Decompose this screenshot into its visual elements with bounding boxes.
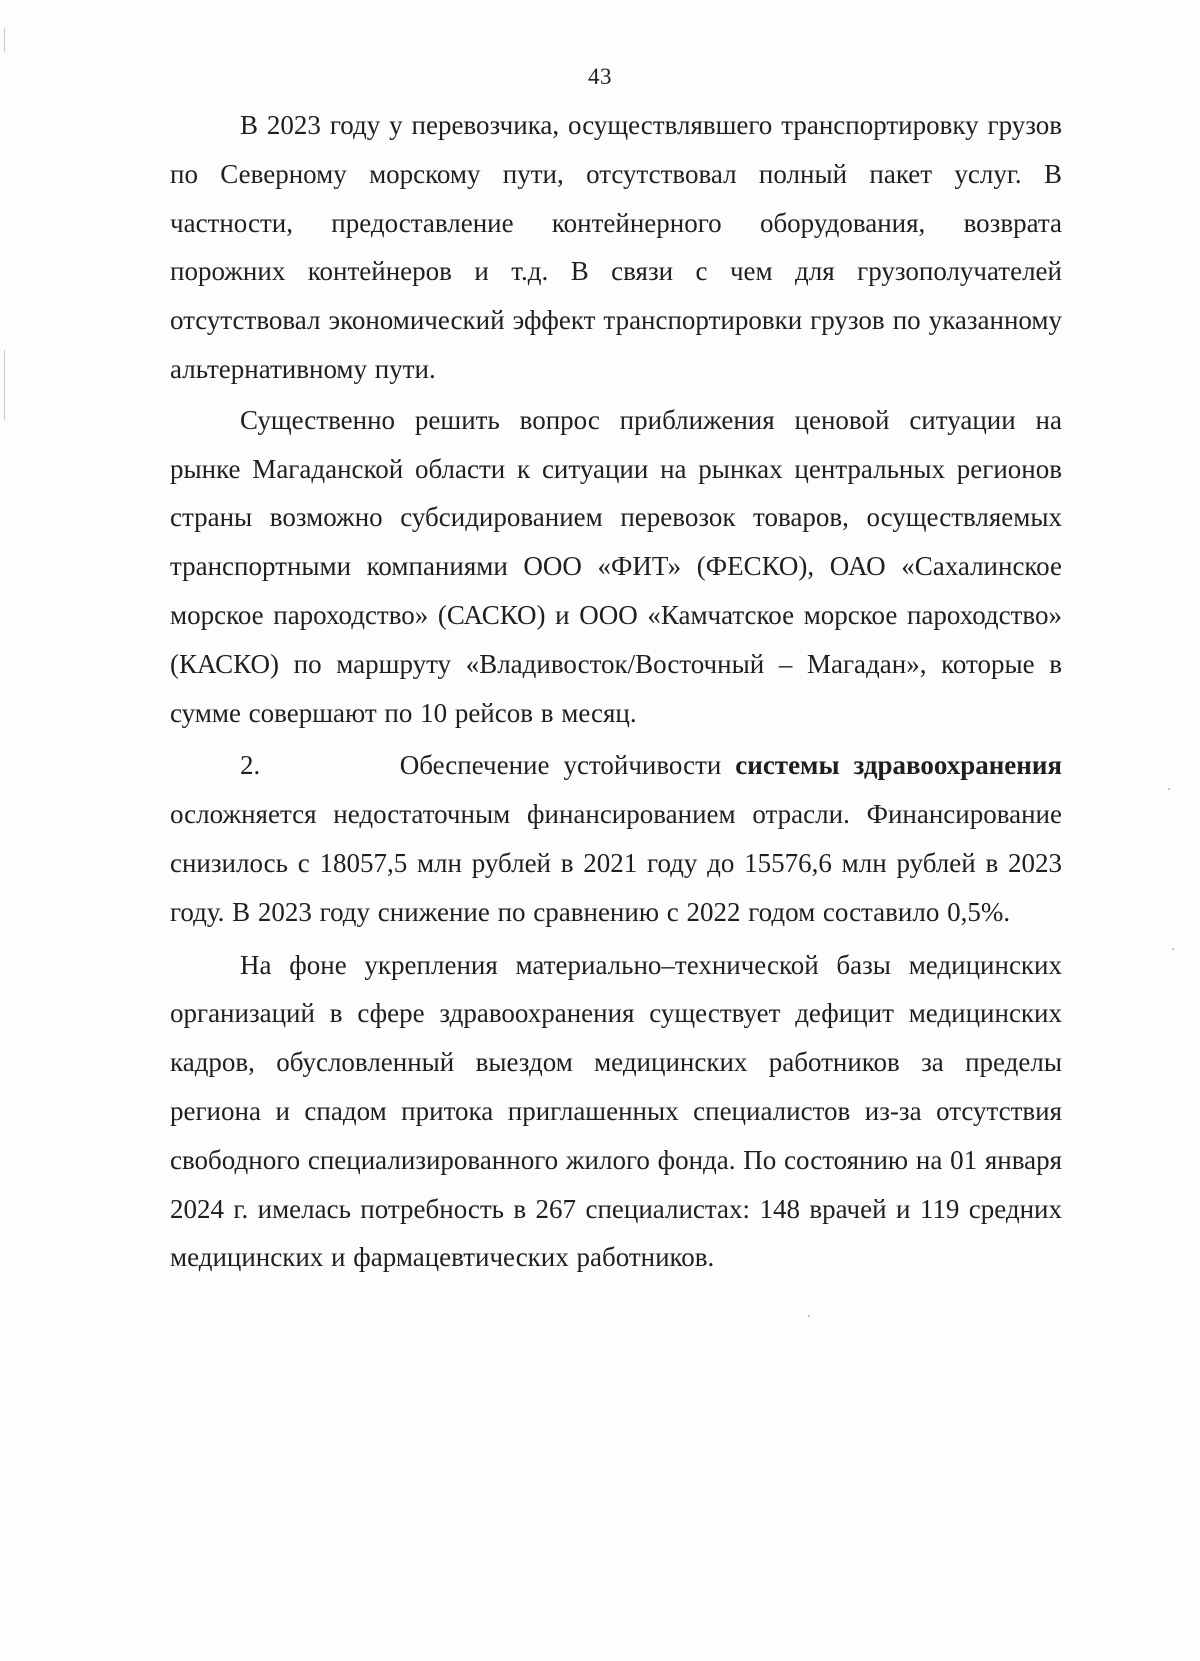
paragraph-healthcare-funding <box>170 741 1062 936</box>
paragraph-rest-text: осложняется недостаточным финансированием отрасли. Финансирование снизилось с 18057,5 млн рублей в 2021 году до 15576,6 млн рублей в 2023 году. В 2023 году снижение по сравнению с 2022 годом составило 0,5%. <box>170 799 1062 927</box>
scan-speck <box>1168 788 1170 790</box>
scan-speck <box>808 1315 810 1317</box>
paragraph-transport-services: В 2023 году у перевозчика, осуществлявшего транспортировку грузов по Северному морскому пути, отсутствовал полный пакет услуг. В частности, предоставление контейнерного оборудования, возврата порожних контейнеров и т.д. В связи с чем для грузополучателей отсутствовал экономический эффект транспортировки грузов по указанному альтернативному пути. <box>170 110 1062 384</box>
bold-term: системы здравоохранения <box>735 750 1063 781</box>
paragraph-lead-text: Обеспечение устойчивости <box>399 750 722 781</box>
paragraph-medical-staff: На фоне укрепления материально–технической базы медицинских организаций в сфере здравоохранения существует дефицит медицинских кадров, обусловленный выездом медицинских работников за пределы региона и спадом притока приглашенных специалистов из-за отсутствия свободного специализированного жилого фонда. По состоянию на 01 января 2024 г. имелась потребность в 267 специалистах: 148 врачей и 119 средних медицинских и фармацевтических работников. <box>170 949 1062 1273</box>
page-number: 43 <box>588 64 612 89</box>
scan-speck <box>1172 948 1174 950</box>
list-number: 2. <box>240 750 261 781</box>
scan-edge-mark <box>4 350 5 420</box>
paragraph-price-subsidy: Существенно решить вопрос приближения ценовой ситуации на рынке Магаданской области к ситуации на рынках центральных регионов страны возможно субсидированием перевозок товаров, осуществляемых транспортными компаниями ООО «ФИТ» (ФЕСКО), ОАО «Сахалинское морское пароходство» (САСКО) и ООО «Камчатское морское пароходство» (КАСКО) по маршруту «Владивосток/Восточный – Магадан», которые в сумме совершают по 10 рейсов в месяц. <box>170 404 1062 728</box>
document-body <box>170 101 1062 1282</box>
scan-edge-mark <box>4 28 5 52</box>
